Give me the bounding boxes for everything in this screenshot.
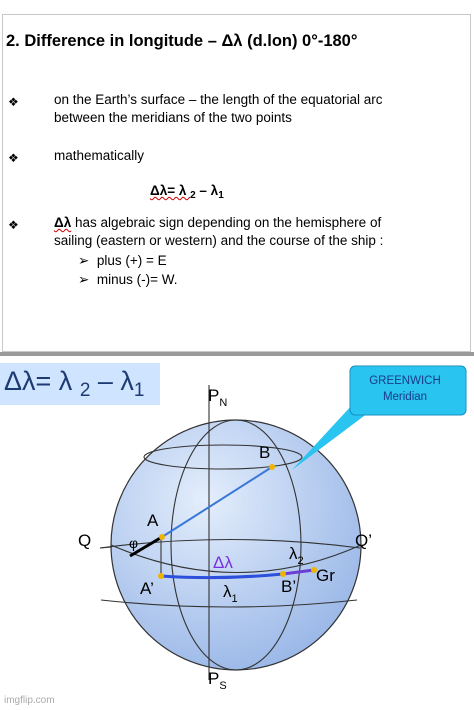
label-lambda1: $\lambda_1$ bbox=[223, 582, 238, 605]
label-delta-lambda: Δλ bbox=[213, 553, 233, 572]
label-gr: Gr bbox=[316, 566, 335, 585]
sub-item-plus bbox=[78, 253, 167, 269]
sub-item-plus-text: plus (+) = E bbox=[96, 253, 167, 268]
formula-mid: – λ bbox=[195, 183, 219, 198]
point-b bbox=[269, 464, 275, 470]
callout-line-1: GREENWICH bbox=[369, 375, 441, 387]
bullet-3-text: has algebraic sign depending on the hemisphere of bbox=[74, 215, 382, 230]
callout-line-2: Meridian bbox=[382, 391, 428, 403]
point-a bbox=[159, 534, 165, 540]
equator-tick bbox=[100, 547, 112, 548]
diagram-formula-sub-1: 2 bbox=[79, 380, 91, 401]
label-b: B bbox=[259, 443, 271, 462]
bullet-3-line-2: sailing (eastern or western) and the course of the ship : bbox=[54, 233, 384, 248]
arrow-bullet-icon: ➢ bbox=[78, 253, 90, 268]
globe-diagram bbox=[0, 356, 474, 710]
label-a: A bbox=[147, 511, 159, 530]
sub-item-minus-text: minus (-)= W. bbox=[96, 272, 178, 287]
bullet-diamond-icon: ❖ bbox=[8, 151, 19, 165]
label-ps: $P_S$ bbox=[208, 669, 227, 692]
label-pn: $P_N$ bbox=[208, 386, 228, 409]
watermark: imgflip.com bbox=[4, 695, 55, 706]
diagram-formula-prefix: Δλ= λ bbox=[4, 366, 80, 396]
arrow-bullet-icon: ➢ bbox=[78, 272, 90, 287]
bullet-1-line-1: on the Earth’s surface – the length of the equatorial arc bbox=[54, 92, 383, 107]
slide-title: 2. Difference in longitude – Δλ (d.lon) 0°-180° bbox=[6, 32, 358, 50]
label-lambda2: $\lambda_2$ bbox=[289, 544, 304, 567]
sub-item-minus bbox=[78, 272, 177, 288]
bullet-1-line-2: between the meridians of the two points bbox=[54, 110, 292, 125]
slide-formula bbox=[150, 183, 224, 201]
bullet-diamond-icon: ❖ bbox=[8, 218, 19, 232]
formula-sub-2: 1 bbox=[218, 190, 224, 201]
label-q-prime: Q’ bbox=[355, 531, 372, 550]
slide-panel bbox=[2, 14, 471, 352]
label-b-prime: B’ bbox=[281, 577, 297, 596]
bullet-2-line-1: mathematically bbox=[54, 148, 145, 163]
formula-prefix: Δλ= λ bbox=[150, 183, 191, 198]
bullet-3-lead: Δλ bbox=[54, 215, 72, 230]
callout-text bbox=[350, 373, 460, 405]
label-phi: φ bbox=[129, 535, 139, 551]
label-a-prime: A’ bbox=[140, 579, 154, 598]
diagram-formula-sub-2: 1 bbox=[133, 380, 145, 401]
diagram-formula-mid: – λ bbox=[90, 366, 134, 396]
label-q: Q bbox=[78, 531, 92, 550]
bullet-diamond-icon: ❖ bbox=[8, 95, 19, 109]
formula-sub-1: 2 bbox=[190, 190, 196, 201]
point-a-prime bbox=[158, 573, 164, 579]
bullet-3-line-1 bbox=[54, 214, 381, 232]
